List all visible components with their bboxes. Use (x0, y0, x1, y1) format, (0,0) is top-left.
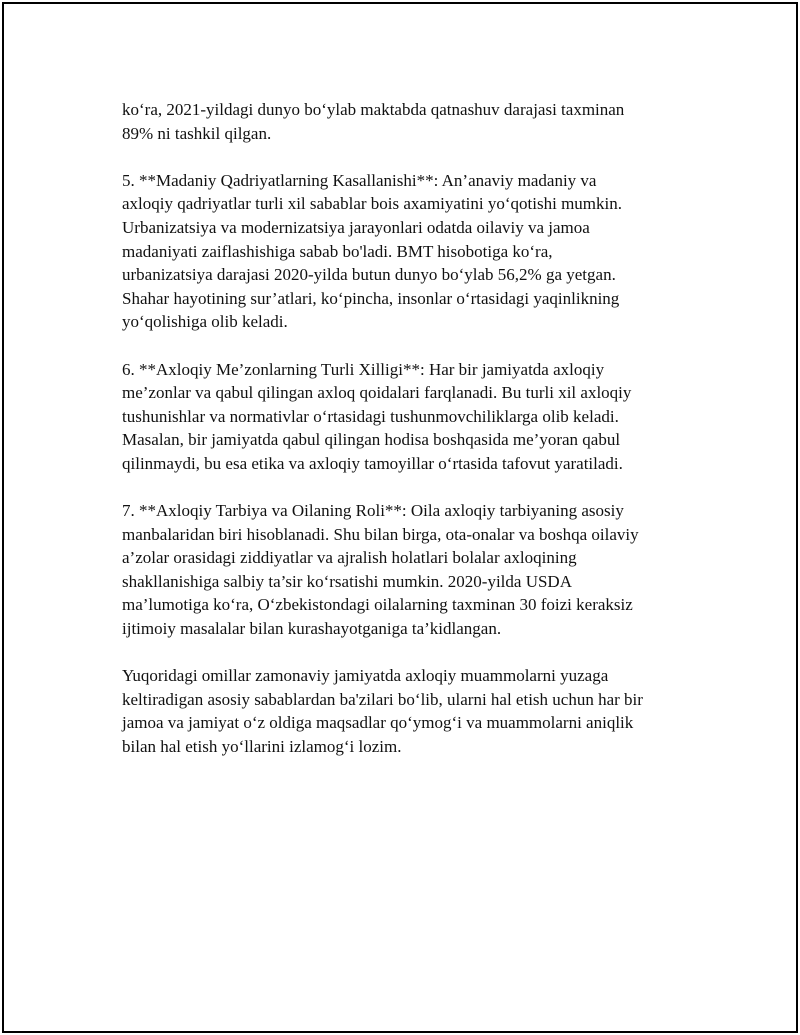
paragraph-conclusion: Yuqoridagi omillar zamonaviy jamiyatda axloqiy muammolarni yuzaga keltiradigan asosiy sabablardan ba'zilari bo‘lib, ularni hal etish uchun har bir jamoa va jamiyat o‘z oldiga maqsadlar qo‘ymog‘i va muammolarni aniqlik bilan hal etish yo‘llarini izlamog‘i lozim. (122, 666, 643, 757)
page-border (2, 2, 798, 1033)
paragraph-item-7: 7. **Axloqiy Tarbiya va Oilaning Roli**: Oila axloqiy tarbiyaning asosiy manbalaridan biri hisoblanadi. Shu bilan birga, ota-onalar va boshqa oilaviy a’zolar orasidagi ziddiyatlar va ajralish holatlari bolalar axloqining shakllanishiga salbiy ta’sir ko‘rsatishi mumkin. 2020-yilda USDA ma’lumotiga ko‘ra, O‘zbekistondagi oilalarning taxminan 30 foizi keraksiz ijtimoiy masalalar bilan kurashayotganiga ta’kidlangan. (122, 501, 639, 639)
paragraph-item-6: 6. **Axloqiy Me’zonlarning Turli Xilligi**: Har bir jamiyatda axloqiy me’zonlar va qabul qilingan axloq qoidalari farqlanadi. Bu turli xil axloqiy tushunishlar va normativlar o‘rtasidagi tushunmovchiliklarga olib keladi. Masalan, bir jamiyatda qabul qilingan hodisa boshqasida me’yoran qabul qilinmaydi, bu esa etika va axloqiy tamoyillar o‘rtasida tafovut yaratiladi. (122, 359, 632, 473)
paragraph-continuation: ko‘ra, 2021-yildagi dunyo bo‘ylab maktabda qatnashuv darajasi taxminan 89% ni tashkil qilgan. (122, 100, 625, 143)
paragraph-item-5: 5. **Madaniy Qadriyatlarning Kasallanishi**: An’anaviy madaniy va axloqiy qadriyatlar turli xil sabablar bois axamiyatini yo‘qotishi mumkin. Urbanizatsiya va modernizatsiya jarayonlari odatda oilaviy va jamoa madaniyati zaiflashishiga sabab bo'ladi. BMT hisobotiga ko‘ra, urbanizatsiya darajasi 2020-yilda butun dunyo bo‘ylab 56,2% ga yetgan. Shahar hayotining sur’atlari, ko‘pincha, insonlar o‘rtasidagi yaqinlikning yo‘qolishiga olib keladi. (122, 170, 622, 332)
document-body (122, 98, 682, 782)
